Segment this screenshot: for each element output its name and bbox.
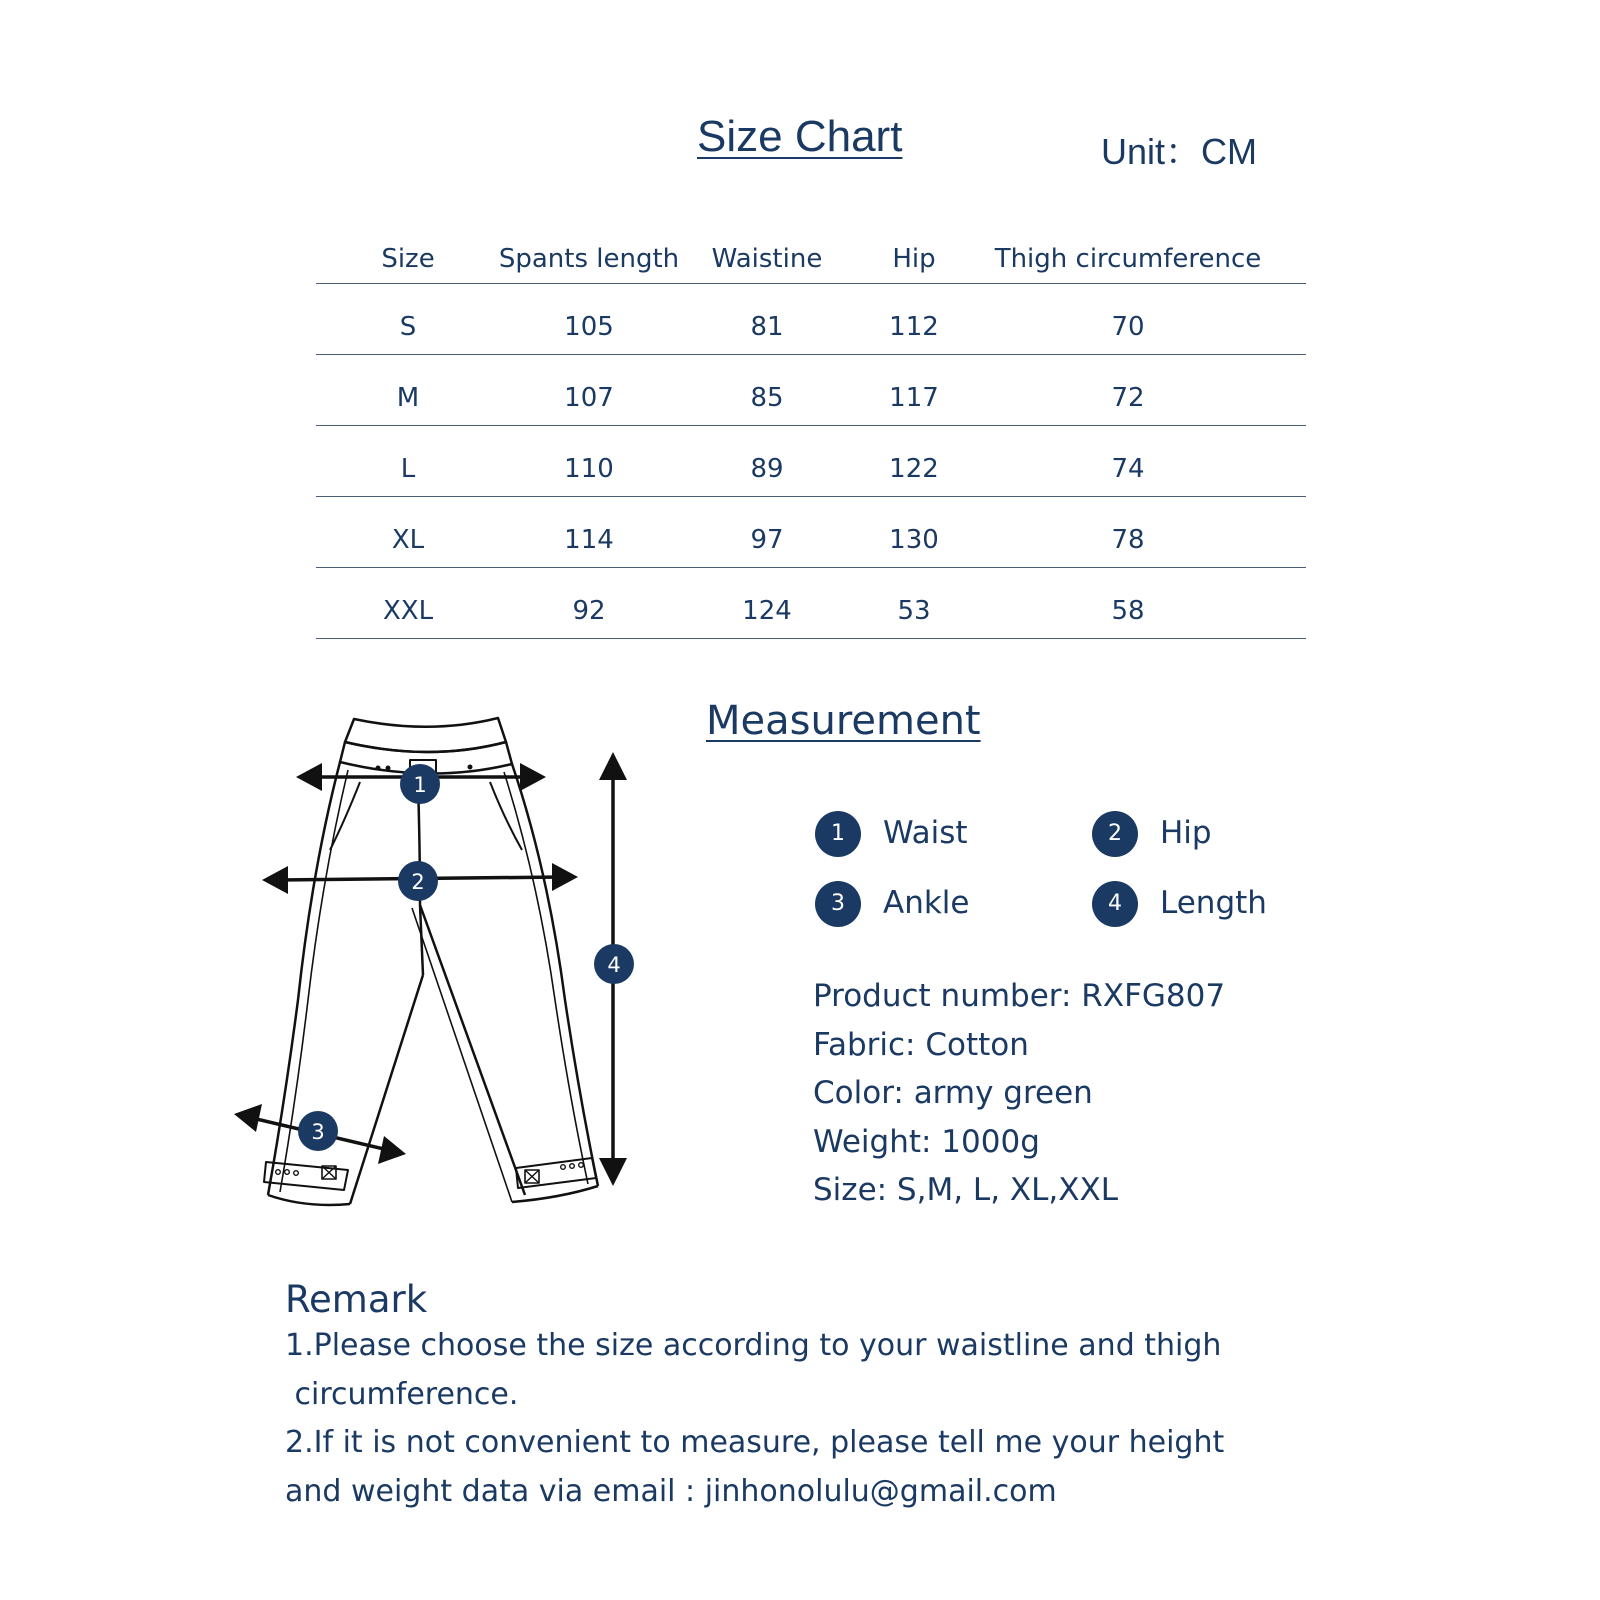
- legend-badge: 3: [815, 881, 861, 927]
- remark-line: circumference.: [285, 1376, 519, 1412]
- cell-hip: 112: [889, 312, 939, 342]
- cell-size: M: [396, 383, 420, 413]
- product-weight: Weight: 1000g: [813, 1123, 1040, 1160]
- legend-badge: 4: [1092, 881, 1138, 927]
- header-size: Size: [381, 244, 435, 274]
- legend-badge: 2: [1092, 811, 1138, 857]
- remark-line: 2.If it is not convenient to measure, please tell me your height: [285, 1425, 1225, 1460]
- cell-size: XL: [391, 525, 425, 555]
- cell-length: 114: [564, 525, 614, 555]
- product-sizes: Size: S,M, L, XL,XXL: [813, 1172, 1119, 1208]
- cell-size: S: [399, 312, 417, 342]
- legend-label: Ankle: [883, 885, 970, 921]
- header-hip: Hip: [892, 244, 936, 274]
- product-color: Color: army green: [813, 1075, 1093, 1111]
- legend-label: Waist: [883, 815, 968, 851]
- cell-waist: 81: [750, 312, 784, 342]
- legend-badge: 1: [815, 811, 861, 857]
- length-marker: [594, 944, 634, 984]
- page-title: Size Chart: [697, 112, 903, 161]
- cell-hip: 53: [897, 596, 931, 626]
- cell-size: XXL: [382, 596, 434, 626]
- remark-line: and weight data via email : jinhonolulu@gmail.com: [285, 1473, 1057, 1509]
- cell-size: L: [400, 454, 416, 484]
- cell-thigh: 58: [1111, 596, 1145, 626]
- remark-text: [285, 1322, 1265, 1516]
- product-fabric: Fabric: Cotton: [813, 1026, 1029, 1063]
- cell-length: 105: [564, 312, 614, 342]
- header-length: Spants length: [498, 244, 680, 274]
- ankle-marker: [298, 1111, 338, 1151]
- unit-label: Unit：CM: [1101, 131, 1258, 172]
- cell-waist: 89: [750, 454, 784, 484]
- cell-thigh: 72: [1111, 383, 1145, 413]
- cell-length: 110: [564, 454, 614, 484]
- cell-waist: 124: [742, 596, 792, 626]
- header-waist: Waistine: [711, 244, 823, 274]
- product-info: [813, 978, 1225, 1221]
- cell-thigh: 70: [1111, 312, 1145, 342]
- ankle-marker-num: 3: [311, 1120, 325, 1144]
- cell-hip: 122: [889, 454, 939, 484]
- header-thigh: Thigh circumference: [994, 244, 1262, 274]
- cell-waist: 85: [750, 383, 784, 413]
- cell-length: 107: [564, 383, 614, 413]
- cell-thigh: 78: [1111, 525, 1145, 555]
- legend-label: Hip: [1160, 815, 1212, 851]
- cell-hip: 117: [889, 383, 939, 413]
- measurement-title: Measurement: [706, 698, 981, 744]
- cell-hip: 130: [889, 525, 939, 555]
- cell-thigh: 74: [1111, 454, 1145, 484]
- waist-marker-num: 1: [413, 773, 427, 797]
- legend-label: Length: [1160, 885, 1267, 921]
- product-number: Product number: RXFG807: [813, 978, 1226, 1014]
- hip-marker-num: 2: [411, 870, 425, 894]
- hip-marker: [398, 861, 438, 901]
- remark-line: 1.Please choose the size according to your waistline and thigh: [285, 1328, 1222, 1363]
- cell-waist: 97: [750, 525, 784, 555]
- waist-marker: [400, 764, 440, 804]
- cell-length: 92: [572, 596, 606, 626]
- remark-title: Remark: [285, 1278, 428, 1321]
- length-marker-num: 4: [607, 953, 621, 977]
